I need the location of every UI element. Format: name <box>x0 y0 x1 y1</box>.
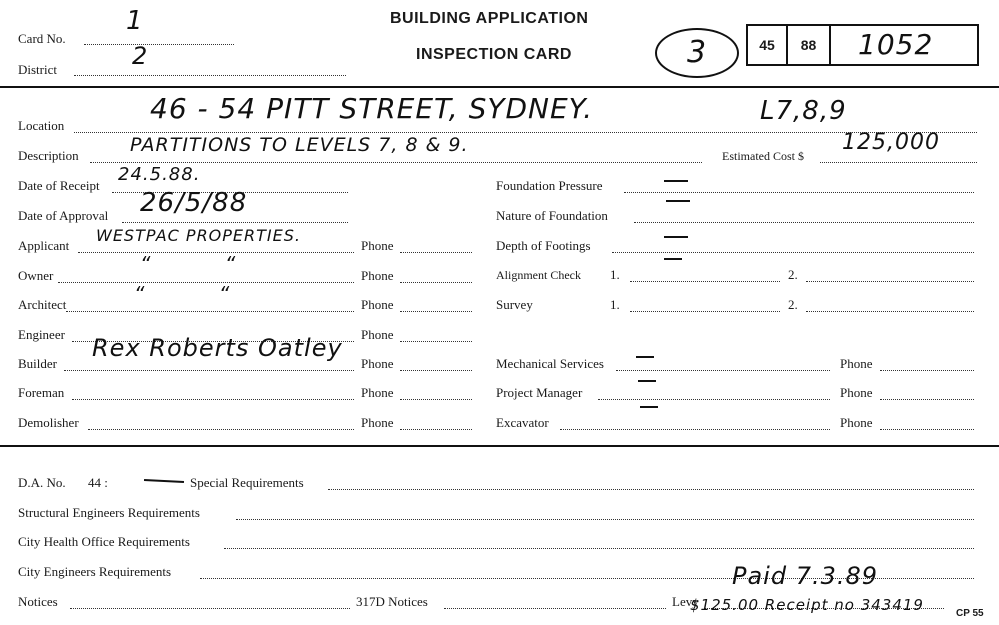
depth-footings-label: Depth of Footings <box>496 238 591 253</box>
alignment-num-1: 1. <box>610 267 620 282</box>
health-line <box>224 548 974 549</box>
foundation-pressure-line <box>624 192 974 193</box>
estimated-cost-label: Estimated Cost $ <box>722 149 804 163</box>
footer-divider <box>0 445 999 447</box>
box-divider-2 <box>829 24 831 66</box>
alignment-line-2 <box>806 281 974 282</box>
owner-label: Owner <box>18 268 54 283</box>
foreman-phone-line <box>400 399 472 400</box>
mechanical-label: Mechanical Services <box>496 356 604 371</box>
nature-foundation-dash <box>666 200 690 202</box>
circled-number-text: 3 <box>686 35 708 70</box>
architect-label: Architect <box>18 297 67 312</box>
date-approval-line <box>122 222 348 223</box>
mechanical-phone-line <box>880 370 974 371</box>
special-req-label: Special Requirements <box>190 475 304 490</box>
project-manager-phone-line <box>880 399 974 400</box>
title-line1: BUILDING APPLICATION <box>390 10 589 27</box>
card-no-line <box>84 44 234 45</box>
mechanical-line <box>616 370 830 371</box>
notices-label: Notices <box>18 594 58 609</box>
survey-num-1: 1. <box>610 297 620 312</box>
health-label: City Health Office Requirements <box>18 534 190 549</box>
city-eng-label: City Engineers Requirements <box>18 564 172 579</box>
card-no-value: 1 <box>126 6 144 36</box>
builder-line <box>64 370 354 371</box>
box-cell-2: 88 <box>800 37 817 53</box>
builder-label: Builder <box>18 356 57 371</box>
depth-footings-dash-2 <box>664 258 682 260</box>
foreman-label: Foreman <box>18 385 65 400</box>
location-label: Location <box>18 118 65 133</box>
excavator-phone-line <box>880 429 974 430</box>
applicant-label: Applicant <box>18 238 70 253</box>
demolisher-line <box>88 429 354 430</box>
box-cell-3: 1052 <box>858 28 934 61</box>
mechanical-dash <box>636 356 654 358</box>
project-manager-phone-label: Phone <box>840 385 873 400</box>
estimated-cost-value: 125,000 <box>842 130 940 155</box>
form-code: CP 55 <box>956 608 984 619</box>
levy-label: Levy <box>672 594 699 609</box>
district-value: 2 <box>132 42 149 70</box>
builder-value: Rex Roberts Oatley <box>92 334 343 362</box>
alignment-check-label: Alignment Check <box>496 268 581 282</box>
description-line <box>90 162 702 163</box>
location-levels: L7,8,9 <box>760 96 847 126</box>
depth-footings-line <box>612 252 974 253</box>
card-no-label: Card No. <box>18 31 66 46</box>
mechanical-phone-label: Phone <box>840 356 873 371</box>
description-label: Description <box>18 148 79 163</box>
notices-line <box>70 608 350 609</box>
engineer-label: Engineer <box>18 327 65 342</box>
owner-value: “ “ <box>140 252 237 276</box>
survey-label: Survey <box>496 297 533 312</box>
architect-phone-label: Phone <box>361 297 394 312</box>
district-label: District <box>18 62 57 77</box>
foreman-line <box>72 399 354 400</box>
district-line <box>74 75 346 76</box>
box-cell-1: 45 <box>759 37 775 53</box>
notices-317d-label: 317D Notices <box>356 594 428 609</box>
levy-paid: Paid 7.3.89 <box>732 562 879 590</box>
structural-label: Structural Engineers Requirements <box>18 505 200 520</box>
depth-footings-dash <box>664 236 688 238</box>
survey-line-2 <box>806 311 974 312</box>
location-value: 46 - 54 PITT STREET, SYDNEY. <box>150 92 594 125</box>
da-no-label: D.A. No. <box>18 475 66 490</box>
foreman-phone-label: Phone <box>361 385 394 400</box>
owner-phone-label: Phone <box>361 268 394 283</box>
demolisher-label: Demolisher <box>18 415 79 430</box>
notices-317d-line <box>444 608 666 609</box>
da-no-value: 44 : <box>88 475 108 490</box>
estimated-cost-line <box>820 162 977 163</box>
title-line2: INSPECTION CARD <box>416 46 572 63</box>
applicant-phone-line <box>400 252 472 253</box>
excavator-line <box>560 429 830 430</box>
architect-line <box>66 311 354 312</box>
applicant-value: WESTPAC PROPERTIES. <box>96 226 301 245</box>
excavator-dash <box>640 406 658 408</box>
builder-phone-label: Phone <box>361 356 394 371</box>
engineer-phone-label: Phone <box>361 327 394 342</box>
architect-phone-line <box>400 311 472 312</box>
architect-value: “ “ <box>134 282 231 306</box>
project-manager-dash <box>638 380 656 382</box>
alignment-num-2: 2. <box>788 267 798 282</box>
demolisher-phone-label: Phone <box>361 415 394 430</box>
engineer-phone-line <box>400 341 472 342</box>
header-divider <box>0 86 999 88</box>
structural-line <box>236 519 974 520</box>
applicant-phone-label: Phone <box>361 238 394 253</box>
builder-phone-line <box>400 370 472 371</box>
project-manager-line <box>598 399 830 400</box>
levy-receipt: $125.00 Receipt no 343419 <box>690 596 924 614</box>
foundation-pressure-label: Foundation Pressure <box>496 178 603 193</box>
owner-phone-line <box>400 282 472 283</box>
excavator-phone-label: Phone <box>840 415 873 430</box>
date-receipt-value: 24.5.88. <box>118 164 201 185</box>
alignment-line-1 <box>630 281 780 282</box>
nature-foundation-line <box>634 222 974 223</box>
circled-number <box>655 28 739 78</box>
demolisher-phone-line <box>400 429 472 430</box>
date-receipt-label: Date of Receipt <box>18 178 100 193</box>
nature-foundation-label: Nature of Foundation <box>496 208 608 223</box>
project-manager-label: Project Manager <box>496 385 583 400</box>
foundation-pressure-dash <box>664 180 688 182</box>
excavator-label: Excavator <box>496 415 549 430</box>
survey-line-1 <box>630 311 780 312</box>
date-approval-value: 26/5/88 <box>140 188 248 218</box>
da-no-dash <box>144 479 184 483</box>
survey-num-2: 2. <box>788 297 798 312</box>
date-approval-label: Date of Approval <box>18 208 109 223</box>
special-req-line <box>328 489 974 490</box>
description-value: PARTITIONS TO LEVELS 7, 8 & 9. <box>130 134 469 156</box>
